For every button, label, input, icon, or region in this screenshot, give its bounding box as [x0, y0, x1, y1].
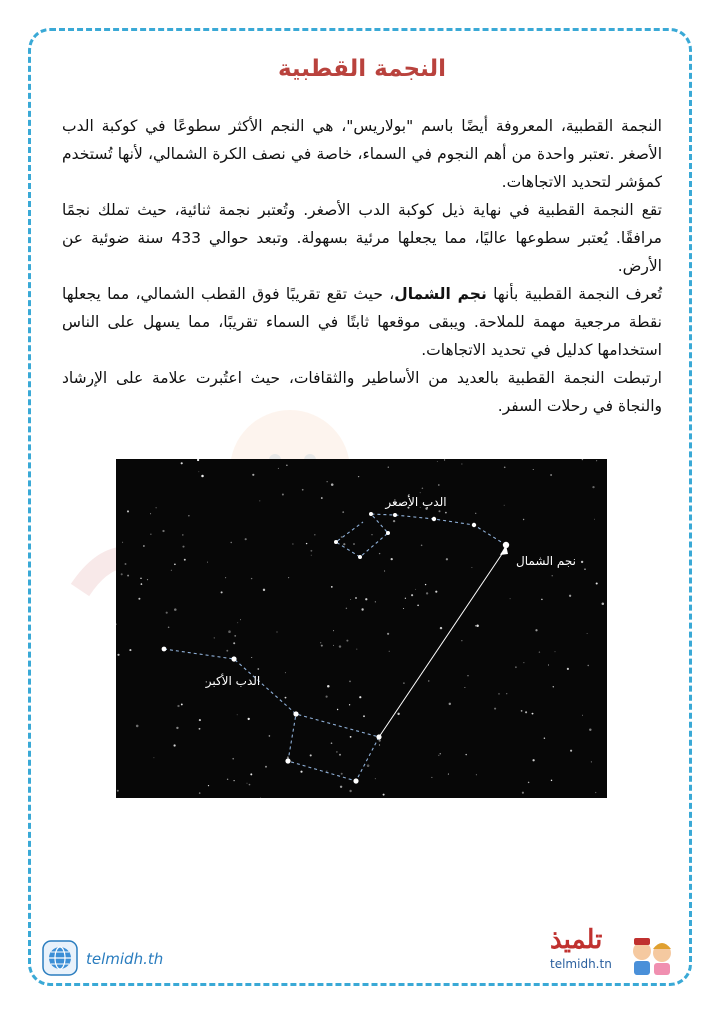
background-star	[286, 465, 287, 466]
background-star	[141, 583, 143, 585]
background-star	[259, 500, 260, 501]
background-star	[278, 468, 279, 469]
background-star	[393, 520, 395, 522]
background-star	[467, 675, 468, 676]
background-star	[166, 612, 168, 614]
background-star	[359, 696, 361, 698]
background-star	[171, 570, 172, 571]
background-star	[201, 475, 204, 478]
background-star	[269, 735, 271, 737]
background-star	[327, 481, 328, 482]
background-star	[260, 797, 261, 798]
background-star	[506, 693, 507, 694]
background-star	[168, 627, 170, 629]
background-star	[588, 665, 589, 666]
background-star	[207, 562, 208, 563]
background-star	[523, 662, 524, 663]
background-star	[528, 782, 530, 784]
paragraph-intro: النجمة القطبية، المعروفة أيضًا باسم "بولاريس"، هي النجم الأكثر سطوعًا في كوكبة الدب الأصغر .تعتبر واحدة من أهم النجوم في السماء، خاصة في نصف الكرة الشمالي، لأنها تُستخدم كمؤشر لتحديد الاتجاهات.	[62, 117, 662, 191]
background-star	[340, 786, 342, 788]
background-star	[475, 625, 476, 626]
background-star	[156, 507, 157, 508]
background-star	[263, 589, 265, 591]
background-star	[431, 777, 432, 778]
background-star	[326, 771, 327, 772]
background-star	[504, 466, 506, 468]
background-star	[389, 651, 390, 652]
background-star	[150, 534, 151, 535]
background-star	[174, 564, 176, 566]
footer-brand	[540, 925, 680, 985]
background-star	[426, 592, 428, 594]
paragraph-north-star-end: ، حيث تقع تقريبًا فوق القطب الشمالي، مما يجعلها نقطة مرجعية مهمة للملاحة. ويبقى موقعها ثابتًا في السماء تقريبًا، مما يسهل على الناس استخدامها كدليل في تحديد الاتجاهات.	[62, 285, 662, 359]
background-star	[188, 515, 189, 516]
background-star	[384, 570, 385, 571]
background-star	[321, 497, 323, 499]
background-star	[471, 567, 472, 568]
background-star	[476, 625, 479, 628]
background-star	[310, 550, 312, 552]
background-star	[337, 709, 338, 710]
background-star	[117, 654, 119, 656]
background-star	[314, 534, 316, 536]
background-star	[288, 577, 289, 578]
background-star	[353, 543, 355, 545]
background-star	[150, 513, 151, 514]
background-star	[403, 682, 405, 684]
background-star	[127, 575, 129, 577]
background-star	[349, 704, 350, 705]
background-star	[356, 649, 357, 650]
background-star	[403, 608, 404, 609]
background-star	[361, 608, 363, 610]
background-star	[411, 594, 413, 596]
background-star	[333, 645, 334, 646]
background-star	[440, 753, 441, 754]
background-star	[405, 598, 406, 599]
background-star	[339, 645, 341, 647]
background-star	[515, 666, 517, 668]
background-star	[397, 713, 399, 715]
background-star	[420, 492, 421, 493]
background-star	[181, 462, 183, 464]
background-star	[346, 608, 347, 609]
background-star	[343, 543, 345, 545]
background-star	[449, 703, 451, 705]
background-star	[302, 489, 304, 491]
background-star	[498, 693, 499, 694]
background-star	[521, 710, 523, 712]
background-star	[122, 542, 123, 543]
background-star	[532, 713, 534, 715]
background-star	[138, 598, 140, 600]
constellation-stars	[162, 512, 510, 784]
background-star	[199, 728, 201, 730]
background-star	[544, 737, 545, 738]
background-star	[387, 633, 389, 635]
background-star	[417, 604, 419, 606]
background-star	[176, 727, 178, 729]
background-star	[341, 773, 343, 775]
background-star	[415, 589, 416, 590]
background-star	[147, 579, 148, 580]
background-star	[552, 575, 553, 576]
background-star	[311, 555, 312, 556]
background-star	[233, 642, 235, 644]
background-star	[594, 519, 595, 520]
background-star	[247, 783, 248, 784]
background-star	[591, 761, 592, 762]
background-star	[127, 510, 129, 512]
brand-name-arabic: تلميذ	[550, 925, 603, 955]
background-star	[228, 630, 231, 633]
background-star	[173, 744, 175, 746]
background-star	[121, 573, 123, 575]
background-star	[438, 755, 439, 756]
background-star	[435, 591, 437, 593]
background-star	[448, 774, 449, 775]
background-star	[422, 488, 424, 490]
background-star	[541, 599, 543, 601]
background-star	[346, 640, 348, 642]
background-star	[379, 739, 381, 741]
background-star	[551, 780, 552, 781]
star-map-svg	[116, 459, 607, 798]
background-star	[582, 459, 583, 460]
background-star	[331, 483, 334, 486]
background-star	[555, 651, 556, 652]
background-star	[504, 505, 505, 506]
background-star	[569, 595, 571, 597]
background-star	[232, 758, 234, 760]
background-star	[240, 619, 241, 620]
background-star	[383, 794, 385, 796]
background-star	[349, 790, 351, 792]
background-star	[446, 558, 448, 560]
background-star	[363, 715, 365, 717]
star-map	[116, 459, 607, 798]
background-star	[444, 459, 445, 460]
background-star	[339, 754, 341, 756]
background-star	[539, 651, 540, 652]
background-star	[327, 685, 330, 688]
background-star	[162, 530, 164, 532]
background-star	[425, 584, 426, 585]
background-star	[437, 461, 438, 462]
background-star	[184, 559, 186, 561]
background-star	[282, 493, 284, 495]
site-link-right[interactable]: telmidh.tn	[550, 957, 612, 971]
background-star	[550, 474, 552, 476]
background-star	[461, 640, 462, 641]
background-star	[350, 599, 351, 600]
background-star	[198, 471, 199, 472]
background-star	[174, 608, 177, 611]
background-star	[461, 463, 462, 464]
constellation-lines	[164, 514, 506, 781]
background-star	[221, 591, 223, 593]
background-star	[584, 568, 586, 570]
background-star	[379, 744, 380, 745]
background-star	[494, 708, 496, 710]
background-star	[535, 629, 537, 631]
background-star	[582, 715, 583, 716]
background-star	[326, 696, 328, 698]
background-star	[225, 577, 226, 578]
background-star	[252, 474, 254, 476]
background-star	[553, 686, 554, 687]
background-star	[333, 630, 334, 631]
background-star	[277, 632, 278, 633]
globe-icon	[42, 940, 78, 976]
background-star	[465, 754, 466, 755]
background-star	[245, 538, 247, 540]
background-star	[523, 519, 524, 520]
background-star	[533, 469, 534, 470]
background-star	[349, 681, 351, 683]
background-star	[375, 778, 376, 779]
background-star	[292, 543, 293, 544]
background-star	[129, 649, 131, 651]
background-star	[331, 742, 333, 744]
background-star	[287, 756, 289, 758]
background-star	[476, 774, 477, 775]
background-star	[510, 598, 511, 599]
background-star	[182, 534, 184, 536]
background-star	[125, 563, 127, 565]
background-star	[197, 459, 199, 461]
background-star	[355, 597, 357, 599]
background-star	[336, 751, 338, 753]
background-star	[464, 687, 465, 688]
paragraph-north-star	[62, 280, 662, 364]
background-star	[208, 785, 209, 786]
pointer-arrow-line	[379, 551, 504, 737]
background-star	[567, 668, 569, 670]
background-star	[358, 476, 359, 477]
background-star	[522, 792, 524, 794]
background-star	[596, 460, 597, 461]
background-star	[440, 627, 442, 629]
background-star	[596, 582, 598, 584]
background-star	[140, 578, 141, 579]
background-star	[365, 598, 367, 600]
background-star	[251, 657, 252, 658]
background-star	[438, 484, 440, 486]
background-star	[265, 766, 267, 768]
background-star	[592, 486, 594, 488]
background-star	[306, 543, 307, 544]
paragraph-north-star-start: تُعرف النجمة القطبية بأنها	[486, 285, 663, 303]
background-star	[237, 622, 238, 623]
background-star	[310, 754, 312, 756]
background-star	[116, 623, 117, 625]
page-title: النجمة القطبية	[277, 56, 447, 82]
background-star	[117, 790, 119, 792]
background-star	[391, 558, 393, 560]
background-star	[602, 603, 605, 606]
background-star	[532, 759, 534, 761]
background-star	[233, 780, 234, 781]
background-star	[199, 719, 201, 721]
background-star	[199, 792, 201, 794]
background-star	[248, 718, 250, 720]
kids-mascot-icon	[626, 929, 676, 979]
background-star	[182, 546, 184, 548]
background-star	[570, 750, 572, 752]
background-star	[379, 553, 380, 554]
background-star	[251, 578, 252, 579]
background-star	[320, 642, 321, 643]
label-polaris: نجم الشمال	[516, 554, 576, 568]
background-star	[525, 711, 527, 713]
background-star	[249, 784, 251, 786]
background-star	[250, 773, 252, 775]
background-star	[421, 545, 423, 547]
background-star	[375, 601, 376, 602]
background-star	[428, 680, 429, 681]
background-star	[285, 697, 287, 699]
background-star	[237, 714, 238, 715]
background-star	[136, 725, 139, 728]
background-star	[177, 705, 179, 707]
background-star	[475, 513, 476, 514]
article-body	[62, 112, 662, 420]
background-star	[300, 771, 302, 773]
background-star	[143, 545, 145, 547]
background-star	[438, 510, 440, 512]
background-star	[181, 703, 183, 705]
background-star	[230, 542, 231, 543]
background-star	[548, 664, 549, 665]
background-star	[214, 637, 215, 638]
background-star	[331, 586, 333, 588]
background-star	[234, 635, 236, 637]
background-star	[321, 645, 323, 647]
background-star	[581, 561, 583, 563]
label-little-dipper: الدب الأصغر	[385, 495, 447, 509]
background-star	[257, 668, 259, 670]
background-star	[342, 511, 344, 513]
background-star	[350, 736, 352, 738]
background-star	[226, 650, 228, 652]
background-star	[341, 536, 342, 537]
north-star-bold: نجم الشمال	[394, 285, 487, 303]
background-stars	[116, 459, 604, 798]
paragraph-location: تقع النجمة القطبية في نهاية ذيل كوكبة الدب الأصغر. وتُعتبر نجمة ثنائية، حيث تملك نجمًا مرافقًا. يُعتبر سطوعها عاليًا، مما يجعلها مرئية بسهولة. وتبعد حوالي 433 سنة ضوئية عن الأرض.	[62, 201, 662, 275]
background-star	[227, 779, 228, 780]
background-star	[587, 633, 588, 634]
background-star	[285, 672, 286, 673]
background-star	[388, 467, 389, 468]
site-link-left[interactable]: telmidh.th	[86, 950, 164, 968]
footer-site-left[interactable]	[42, 940, 242, 980]
background-star	[589, 729, 591, 731]
polaris-star	[503, 542, 509, 548]
background-star	[153, 757, 154, 758]
background-star	[367, 764, 370, 767]
background-star	[372, 534, 373, 535]
background-star	[445, 512, 447, 514]
label-big-dipper: الدب الأكبر	[205, 674, 261, 688]
background-star	[595, 792, 596, 793]
paragraph-culture: ارتبطت النجمة القطبية بالعديد من الأساطير والثقافات، حيث اعتُبرت علامة على الإرشاد والنجاة في رحلات السفر.	[62, 369, 662, 415]
